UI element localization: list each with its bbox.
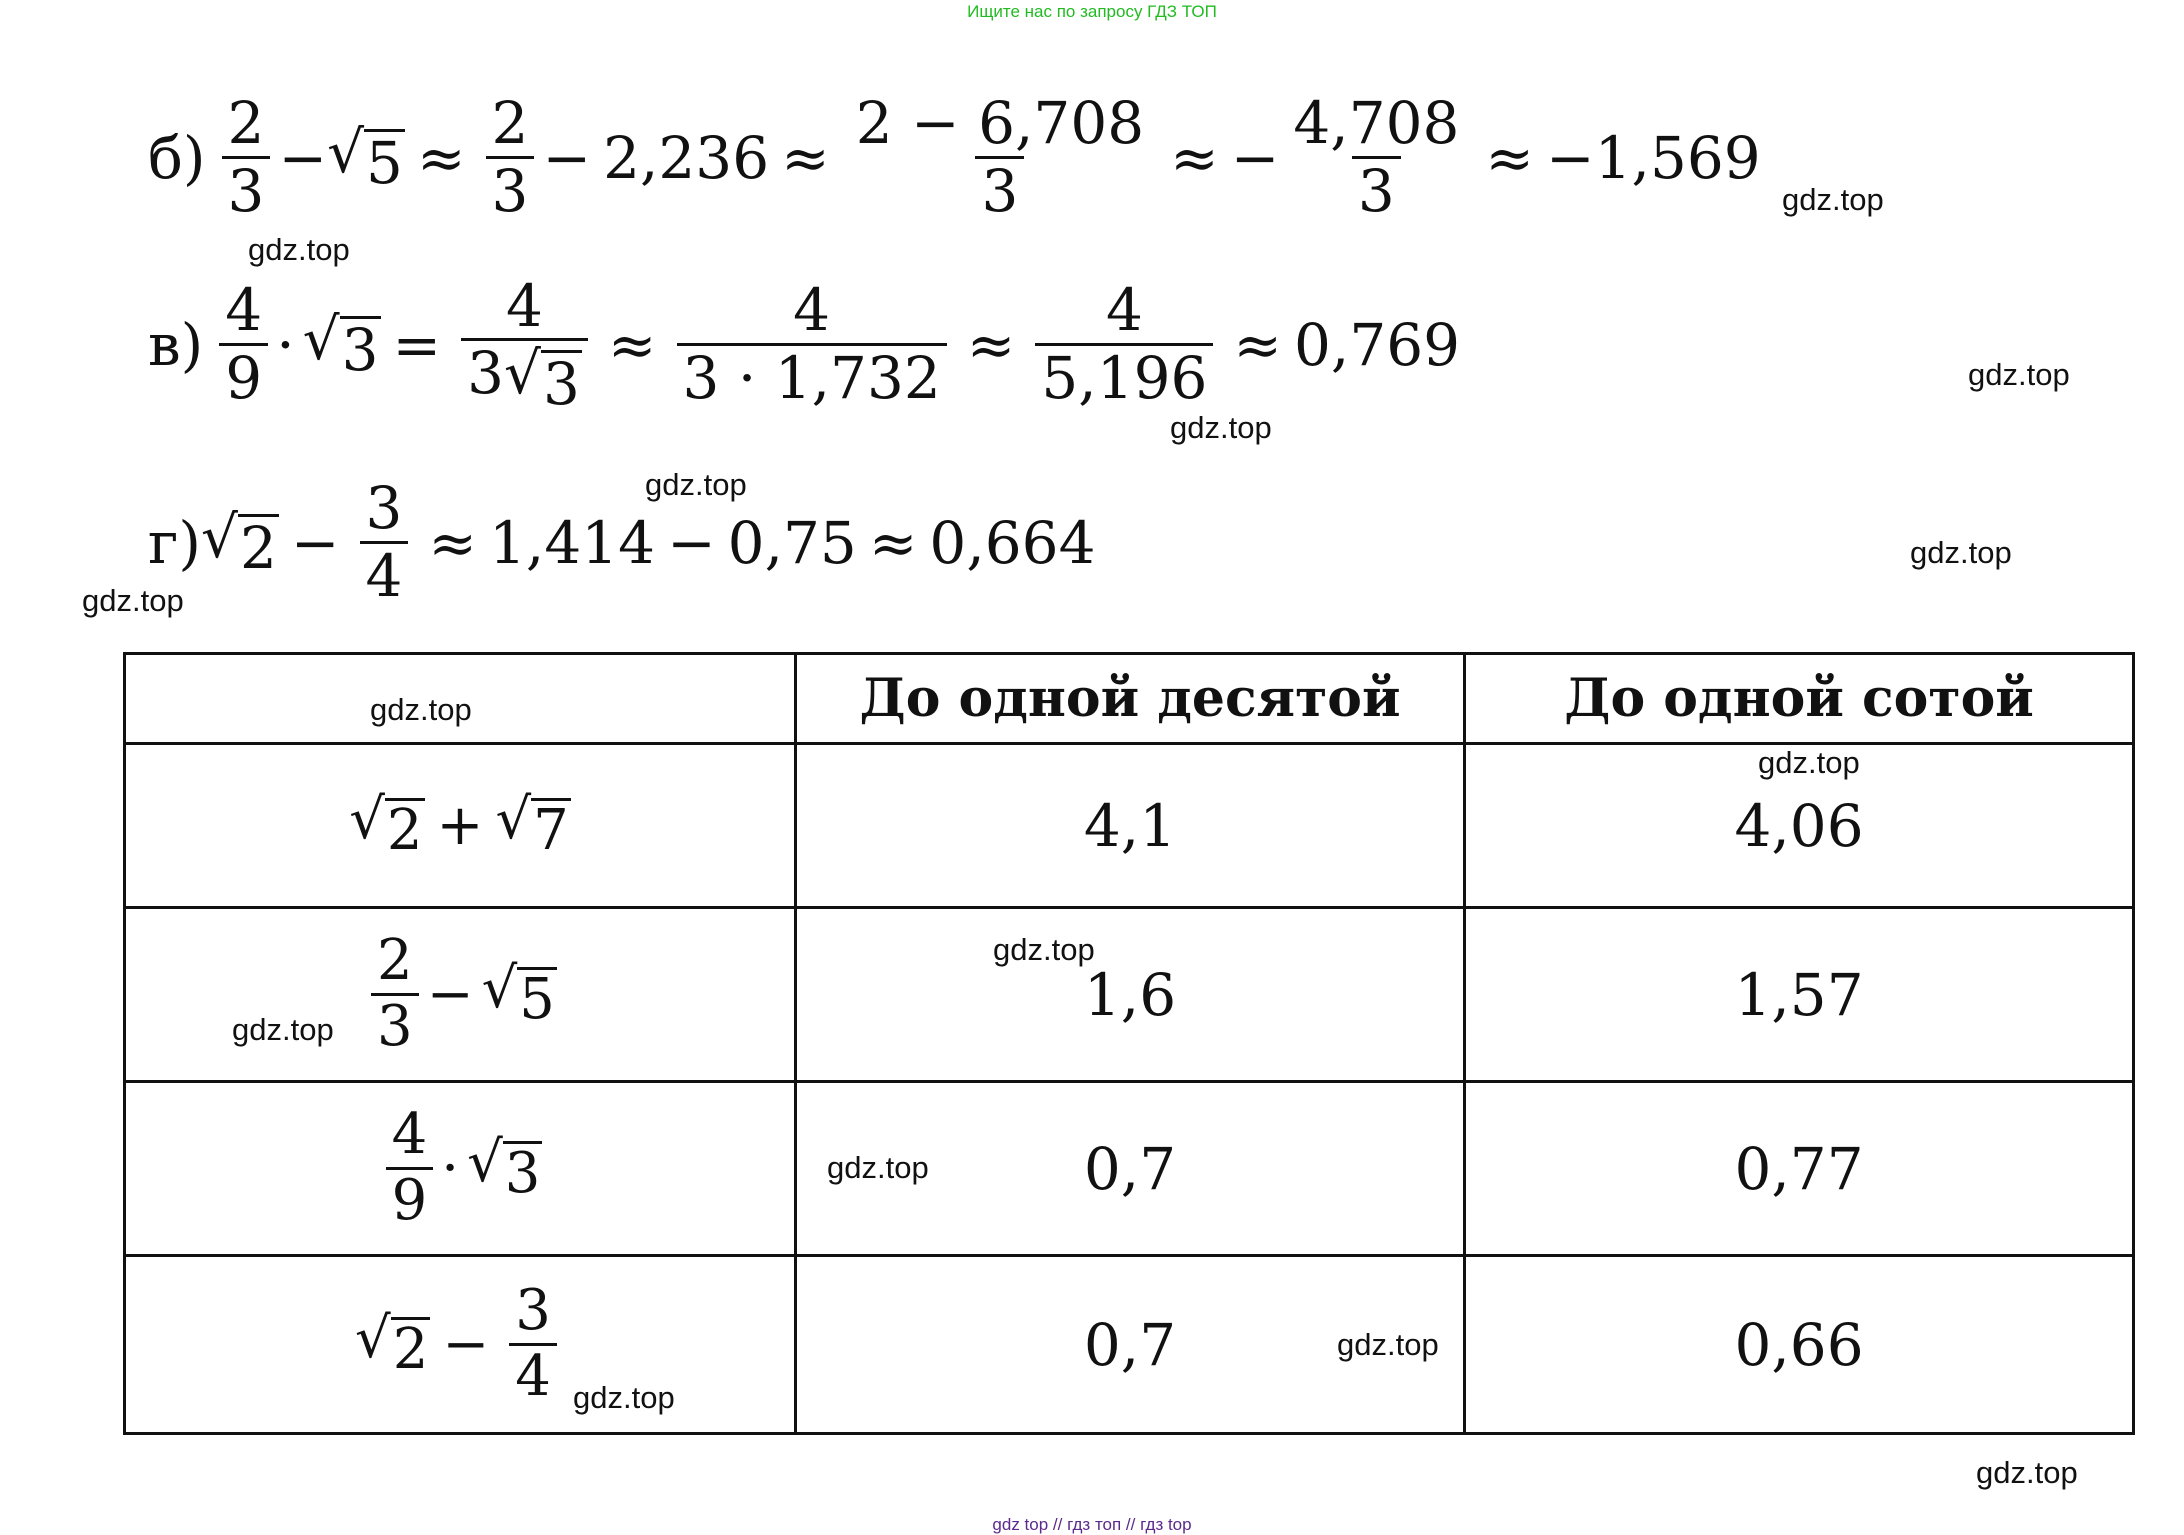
- approx-sign: ≈: [781, 123, 830, 192]
- approx-sign: ≈: [607, 310, 657, 379]
- tenth-cell: 0,7: [796, 1256, 1465, 1434]
- equation-v: [148, 272, 1460, 417]
- expression: [349, 787, 571, 863]
- denominator: 3: [222, 156, 271, 222]
- numerator: 3: [515, 1278, 551, 1344]
- radical: [355, 1306, 430, 1382]
- denominator: 5,196: [1035, 343, 1213, 409]
- numerator: 2 − 6,708: [855, 89, 1145, 158]
- footer-links: gdz top // гдз топ // гдз top: [992, 1515, 1192, 1534]
- denominator: [461, 338, 588, 419]
- denominator: 3: [975, 156, 1024, 222]
- denominator: 3: [486, 156, 535, 222]
- watermark: gdz.top: [1976, 1455, 2078, 1490]
- watermark: gdz.top: [1758, 745, 1860, 780]
- numerator: 3: [365, 474, 403, 543]
- sqrt-icon: √: [504, 339, 541, 408]
- radical: [201, 503, 279, 582]
- watermark: gdz.top: [827, 1150, 929, 1185]
- minus-sign: −: [542, 123, 592, 192]
- radical: [467, 1130, 542, 1206]
- denominator: 4: [509, 1343, 557, 1407]
- denominator: 4: [360, 541, 409, 607]
- expression-cell: [125, 1256, 796, 1434]
- label-v: в): [148, 310, 204, 379]
- radicand: 5: [519, 967, 555, 1032]
- sqrt-icon: √: [201, 503, 238, 571]
- label-g: г): [148, 508, 202, 577]
- radical: [327, 118, 405, 197]
- header-cell-tenth: До одной десятой: [796, 654, 1465, 744]
- value: 2,236: [603, 123, 770, 192]
- sqrt-icon: √: [355, 1306, 391, 1371]
- sqrt-icon: √: [481, 956, 518, 1021]
- equation-b: [148, 85, 1761, 230]
- sqrt-icon: √: [302, 305, 340, 373]
- numerator: 2: [491, 89, 529, 158]
- result: 0,769: [1294, 310, 1461, 379]
- table-row: [125, 1082, 2134, 1256]
- fraction: [222, 89, 271, 225]
- numerator: 4: [391, 1102, 428, 1168]
- label-b: б): [148, 123, 206, 192]
- value: 0,75: [727, 508, 857, 577]
- approx-sign: ≈: [1170, 123, 1219, 192]
- numerator: 4: [225, 276, 263, 345]
- expression-cell: [125, 1082, 796, 1256]
- watermark: gdz.top: [1782, 182, 1884, 217]
- result: −1,569: [1546, 123, 1761, 192]
- plus-sign: +: [436, 793, 484, 858]
- top-banner: Ищите нас по запросу ГДЗ ТОП: [967, 2, 1217, 21]
- denominator: 9: [386, 1167, 434, 1231]
- watermark: gdz.top: [232, 1012, 334, 1047]
- radicand: 2: [239, 514, 277, 582]
- numerator: 2: [227, 89, 265, 158]
- approx-sign: ≈: [1233, 310, 1283, 379]
- minus-sign: −: [290, 508, 340, 577]
- watermark: gdz.top: [645, 467, 747, 502]
- minus-sign: −: [442, 1312, 490, 1377]
- minus-sign: −: [1230, 123, 1280, 192]
- expression: [355, 1278, 565, 1409]
- radical: [481, 956, 557, 1032]
- coefficient: 3: [467, 339, 505, 408]
- radicand: 3: [504, 1141, 541, 1206]
- approx-sign: ≈: [868, 508, 918, 577]
- approx-sign: ≈: [1485, 123, 1535, 192]
- radicand: 3: [341, 316, 379, 384]
- watermark: gdz.top: [993, 932, 1095, 967]
- approx-sign: ≈: [416, 123, 466, 192]
- radicand: 2: [386, 798, 423, 863]
- radical: [349, 787, 424, 863]
- watermark: gdz.top: [82, 583, 184, 618]
- expression-cell: [125, 744, 796, 908]
- numerator: 2: [377, 928, 413, 994]
- sqrt-icon: √: [467, 1130, 503, 1195]
- header-cell-hundredth: До одной сотой: [1465, 654, 2134, 744]
- numerator: 4: [793, 276, 831, 345]
- fraction: [360, 474, 409, 610]
- radicand: 3: [542, 350, 580, 419]
- radical: [302, 305, 381, 384]
- denominator: 3: [1352, 156, 1401, 222]
- expression: [363, 928, 557, 1059]
- denominator: 3: [371, 993, 419, 1057]
- minus-sign: −: [667, 508, 716, 577]
- fraction: [677, 276, 947, 412]
- watermark: gdz.top: [370, 692, 472, 727]
- tenth-cell: 4,1: [796, 744, 1465, 908]
- denominator: 3 · 1,732: [677, 343, 947, 409]
- fraction: [1035, 276, 1213, 412]
- radicand: 5: [366, 129, 403, 197]
- sqrt-icon: √: [327, 118, 365, 186]
- watermark: gdz.top: [1968, 357, 2070, 392]
- fraction: [850, 89, 1150, 225]
- equation-g: [148, 470, 1095, 615]
- tenth-cell: 0,7: [796, 1082, 1465, 1256]
- minus-sign: −: [426, 962, 474, 1027]
- sqrt-icon: √: [349, 787, 385, 852]
- fraction: [386, 1102, 434, 1233]
- numerator: 4: [506, 271, 543, 340]
- radical: [504, 339, 582, 419]
- fraction: [219, 276, 268, 412]
- approx-sign: ≈: [966, 310, 1016, 379]
- equals-sign: =: [392, 310, 442, 379]
- fraction: [509, 1278, 557, 1409]
- hundredth-cell: 4,06: [1465, 744, 2134, 908]
- fraction: [486, 89, 535, 225]
- minus-sign: −: [278, 123, 328, 192]
- numerator: 4,708: [1293, 89, 1460, 158]
- numerator: 4: [1105, 276, 1143, 345]
- expression: [378, 1102, 543, 1233]
- hundredth-cell: 1,57: [1465, 908, 2134, 1082]
- sqrt-icon: √: [495, 787, 532, 852]
- watermark: gdz.top: [1910, 535, 2012, 570]
- watermark: gdz.top: [1170, 410, 1272, 445]
- radicand: 7: [533, 798, 569, 863]
- dot-operator: ·: [441, 1136, 460, 1201]
- fraction: [371, 928, 419, 1059]
- radical: [495, 787, 570, 863]
- tenth-cell: 1,6: [796, 908, 1465, 1082]
- fraction: [461, 271, 588, 419]
- watermark: gdz.top: [573, 1380, 675, 1415]
- hundredth-cell: 0,66: [1465, 1256, 2134, 1434]
- radicand: 2: [392, 1317, 429, 1382]
- watermark: gdz.top: [248, 232, 350, 267]
- hundredth-cell: 0,77: [1465, 1082, 2134, 1256]
- denominator: 9: [219, 343, 268, 409]
- expression-cell: [125, 908, 796, 1082]
- table-row: [125, 908, 2134, 1082]
- dot-operator: ·: [276, 310, 295, 379]
- fraction: [1287, 89, 1465, 225]
- value: 1,414: [489, 508, 656, 577]
- result: 0,664: [929, 508, 1096, 577]
- approx-sign: ≈: [428, 508, 478, 577]
- watermark: gdz.top: [1337, 1327, 1439, 1362]
- table-row: [125, 1256, 2134, 1434]
